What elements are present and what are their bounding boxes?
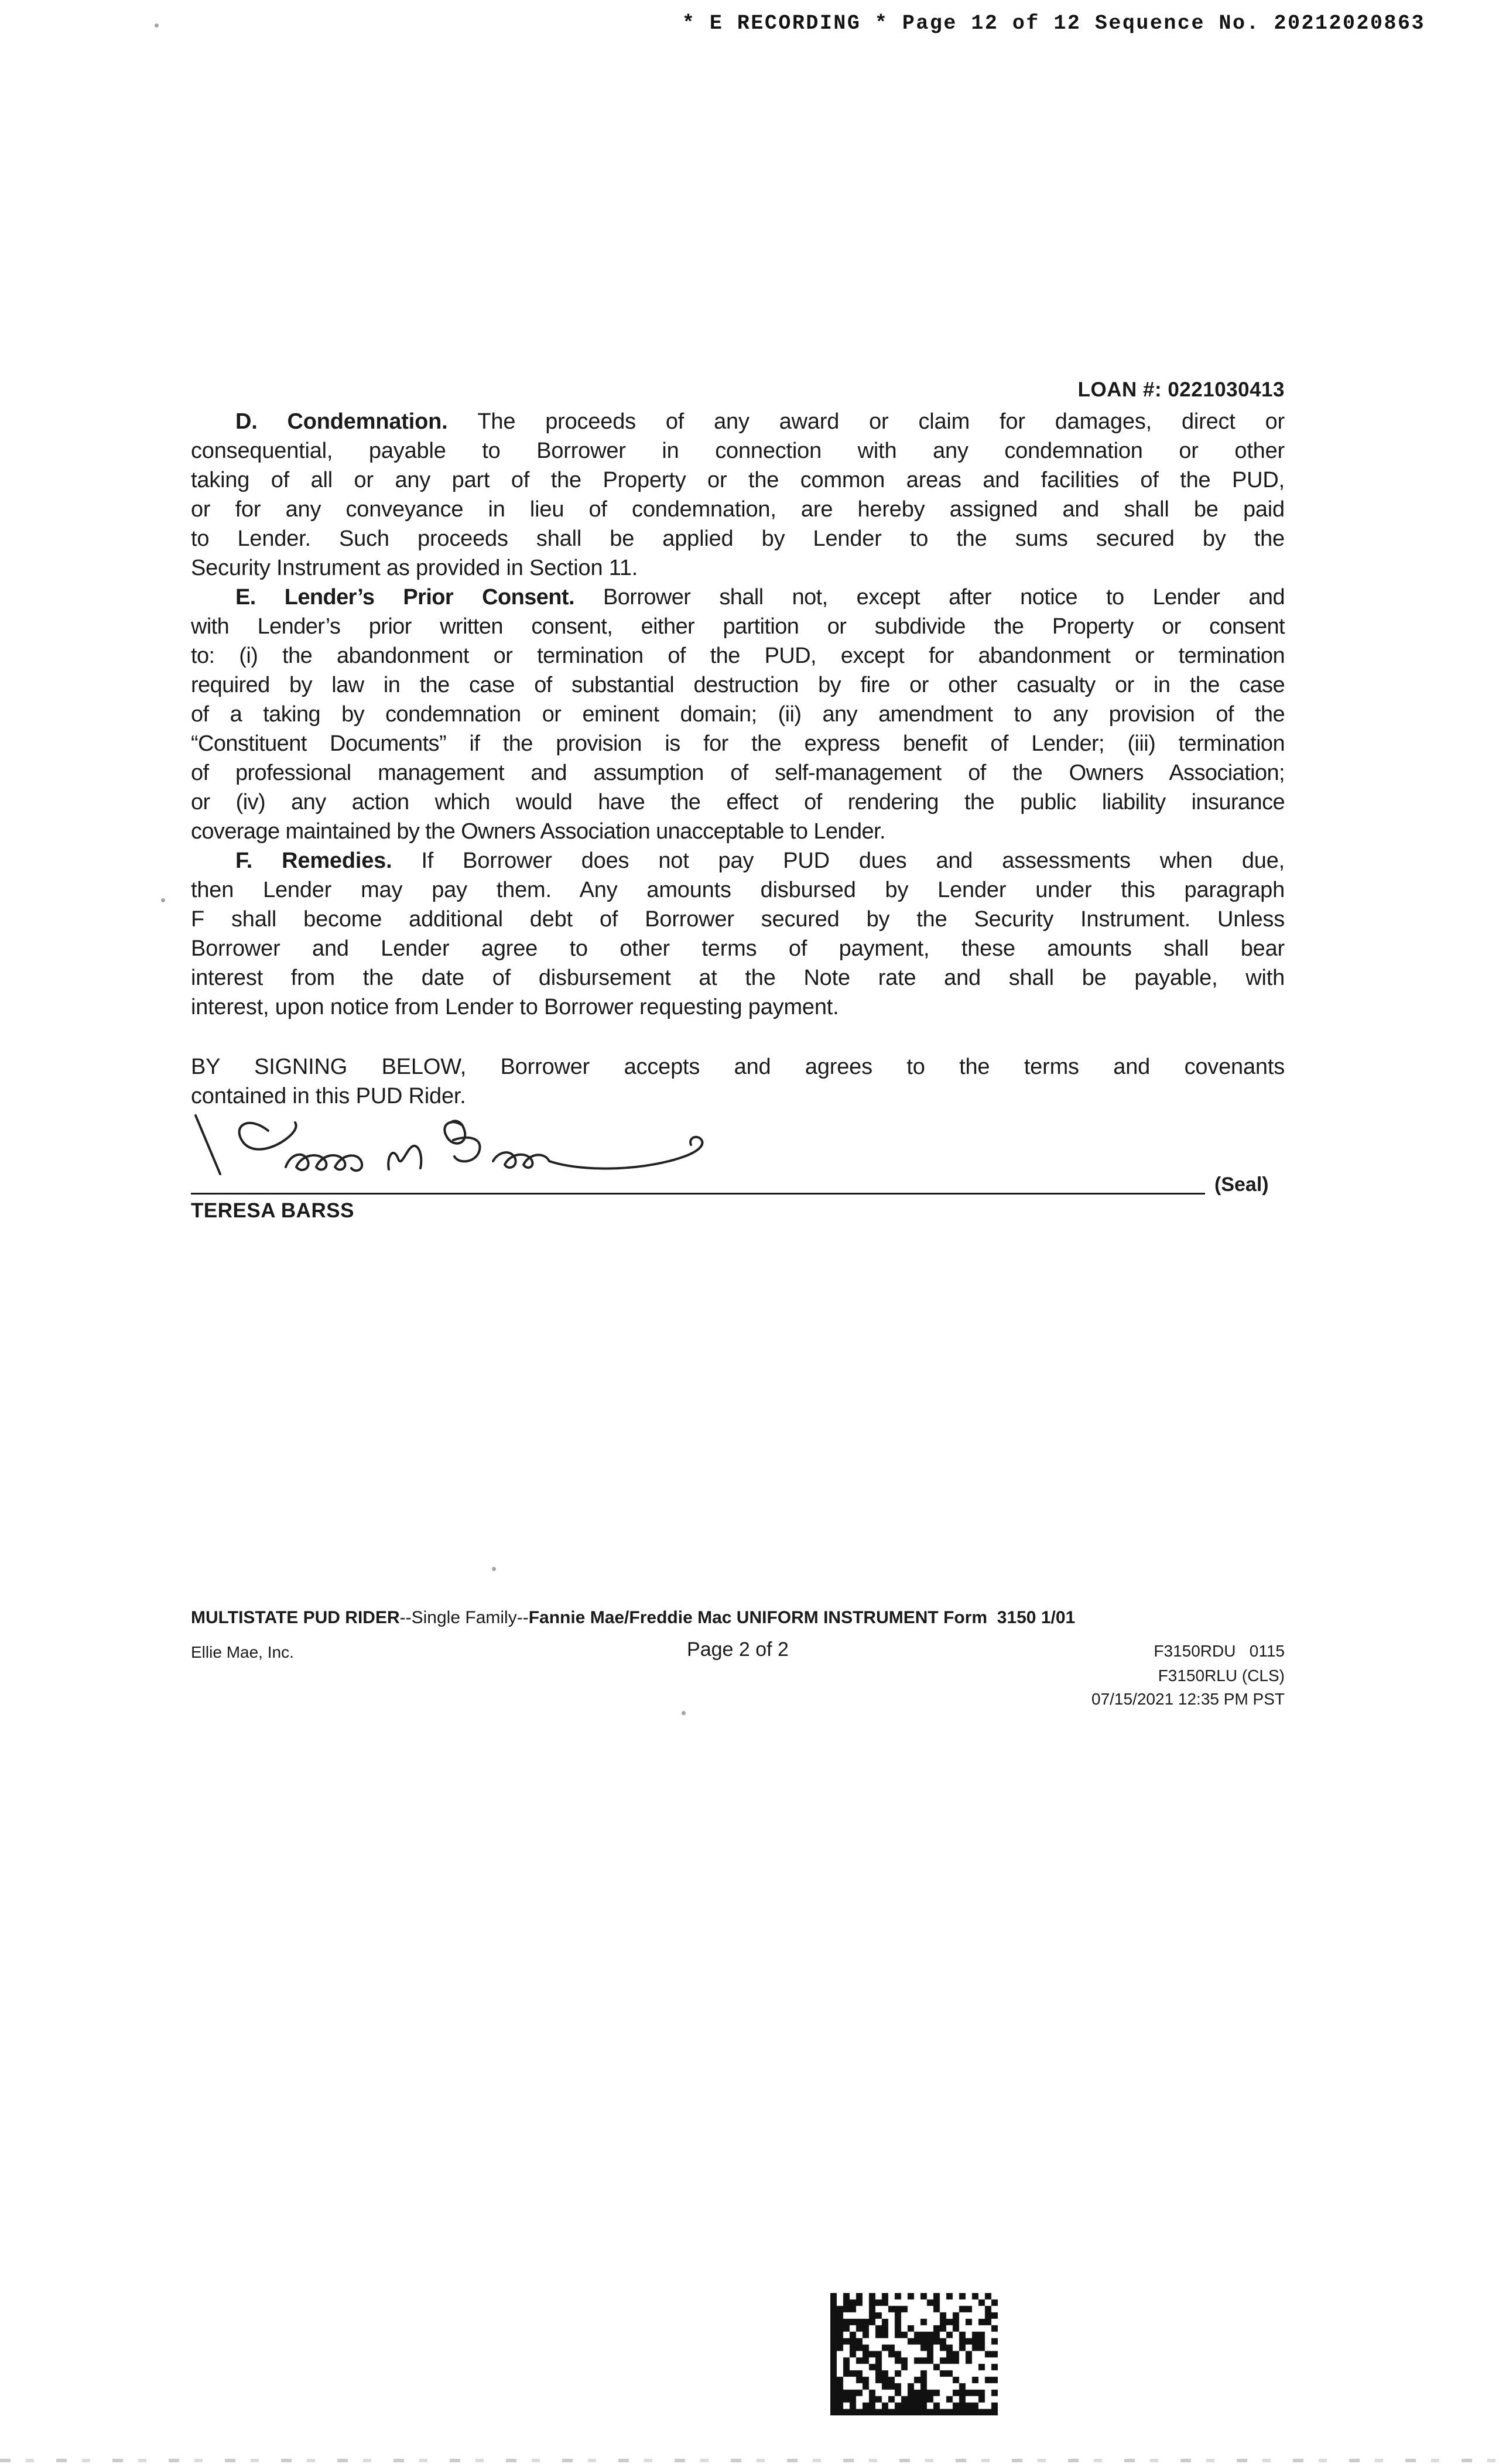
loan-number: LOAN #: 0221030413 bbox=[1077, 378, 1285, 401]
text-line: to Lender. Such proceeds shall be applied by Lender to the sums secured by the bbox=[191, 526, 1285, 551]
scan-speck bbox=[161, 898, 165, 902]
section-heading: D. Condemnation. bbox=[235, 409, 478, 434]
scan-artifact bbox=[0, 2459, 1499, 2462]
text-line: then Lender may pay them. Any amounts disbursed by Lender under this paragraph bbox=[191, 878, 1285, 902]
form-identification-line bbox=[191, 1607, 1285, 1629]
text-line: taking of all or any part of the Property or the common areas and facilities of the PUD, bbox=[191, 468, 1285, 492]
section-d-condemnation bbox=[191, 407, 1285, 583]
form-code-1: F3150RDU 0115 bbox=[1154, 1642, 1285, 1660]
text-line: F. Remedies. If Borrower does not pay PUD dues and assessments when due, bbox=[235, 848, 1285, 873]
signing-clause bbox=[191, 1052, 1285, 1111]
footer-row bbox=[191, 1638, 1285, 1664]
document-footer bbox=[191, 1607, 1285, 1711]
datamatrix-barcode bbox=[830, 2293, 998, 2415]
form-instrument: Fannie Mae/Freddie Mac UNIFORM INSTRUMENT Form 3150 1/01 bbox=[528, 1608, 1076, 1627]
section-e-lenders-prior-consent bbox=[191, 583, 1285, 846]
text-line: of a taking by condemnation or eminent domain; (ii) any amendment to any provision of the bbox=[191, 702, 1285, 727]
seal-label: (Seal) bbox=[1214, 1173, 1269, 1196]
page-indicator: Page 2 of 2 bbox=[687, 1638, 789, 1661]
form-title: MULTISTATE PUD RIDER bbox=[191, 1608, 400, 1627]
text-line: interest, upon notice from Lender to Borrower requesting payment. bbox=[191, 995, 839, 1019]
scan-speck bbox=[155, 23, 159, 28]
text-line: or (iv) any action which would have the effect of rendering the public liability insurance bbox=[191, 790, 1285, 815]
signature-line bbox=[191, 1111, 1205, 1195]
text-line: with Lender’s prior written consent, either partition or subdivide the Property or consent bbox=[191, 614, 1285, 639]
text-line: F shall become additional debt of Borrower secured by the Security Instrument. Unless bbox=[191, 907, 1285, 932]
signature-block bbox=[191, 1111, 1285, 1195]
text-line: BY SIGNING BELOW, Borrower accepts and agrees to the terms and covenants bbox=[191, 1055, 1285, 1079]
text-line: Security Instrument as provided in Section 11. bbox=[191, 556, 638, 580]
section-heading: E. Lender’s Prior Consent. bbox=[235, 585, 603, 610]
text-line: coverage maintained by the Owners Association unacceptable to Lender. bbox=[191, 819, 885, 844]
text-line: D. Condemnation. The proceeds of any award or claim for damages, direct or bbox=[235, 409, 1285, 434]
scan-speck bbox=[682, 1711, 686, 1715]
text-line: of professional management and assumption of self-management of the Owners Association; bbox=[191, 761, 1285, 785]
text-line: contained in this PUD Rider. bbox=[191, 1084, 466, 1108]
text-line: required by law in the case of substantial destruction by fire or other casualty or in the case bbox=[191, 673, 1285, 697]
text-line: Borrower and Lender agree to other terms of payment, these amounts shall bear bbox=[191, 936, 1285, 961]
text-line: E. Lender’s Prior Consent. Borrower shall not, except after notice to Lender and bbox=[235, 585, 1285, 610]
text-line: or for any conveyance in lieu of condemnation, are hereby assigned and shall be paid bbox=[191, 497, 1285, 522]
text-line: to: (i) the abandonment or termination of the PUD, except for abandonment or termination bbox=[191, 644, 1285, 668]
section-f-remedies bbox=[191, 846, 1285, 1022]
text-line: consequential, payable to Borrower in connection with any condemnation or other bbox=[191, 439, 1285, 463]
section-heading: F. Remedies. bbox=[235, 848, 422, 873]
borrower-printed-name: TERESA BARSS bbox=[191, 1199, 354, 1222]
text-line: “Constituent Documents” if the provision is for the express benefit of Lender; (iii) termination bbox=[191, 731, 1285, 756]
scan-speck bbox=[492, 1567, 496, 1571]
barcode-canvas bbox=[830, 2293, 998, 2415]
e-recording-stamp: * E RECORDING * Page 12 of 12 Sequence No. 20212020863 bbox=[682, 12, 1425, 35]
text-line: interest from the date of disbursement at the Note rate and shall be payable, with bbox=[191, 966, 1285, 990]
document-body bbox=[191, 0, 1285, 1223]
form-family: --Single Family-- bbox=[399, 1608, 529, 1627]
form-code-2: F3150RLU (CLS) bbox=[1158, 1666, 1285, 1685]
borrower-signature bbox=[186, 1105, 760, 1193]
vendor-name: Ellie Mae, Inc. bbox=[191, 1643, 294, 1661]
print-timestamp: 07/15/2021 12:35 PM PST bbox=[1091, 1690, 1285, 1708]
